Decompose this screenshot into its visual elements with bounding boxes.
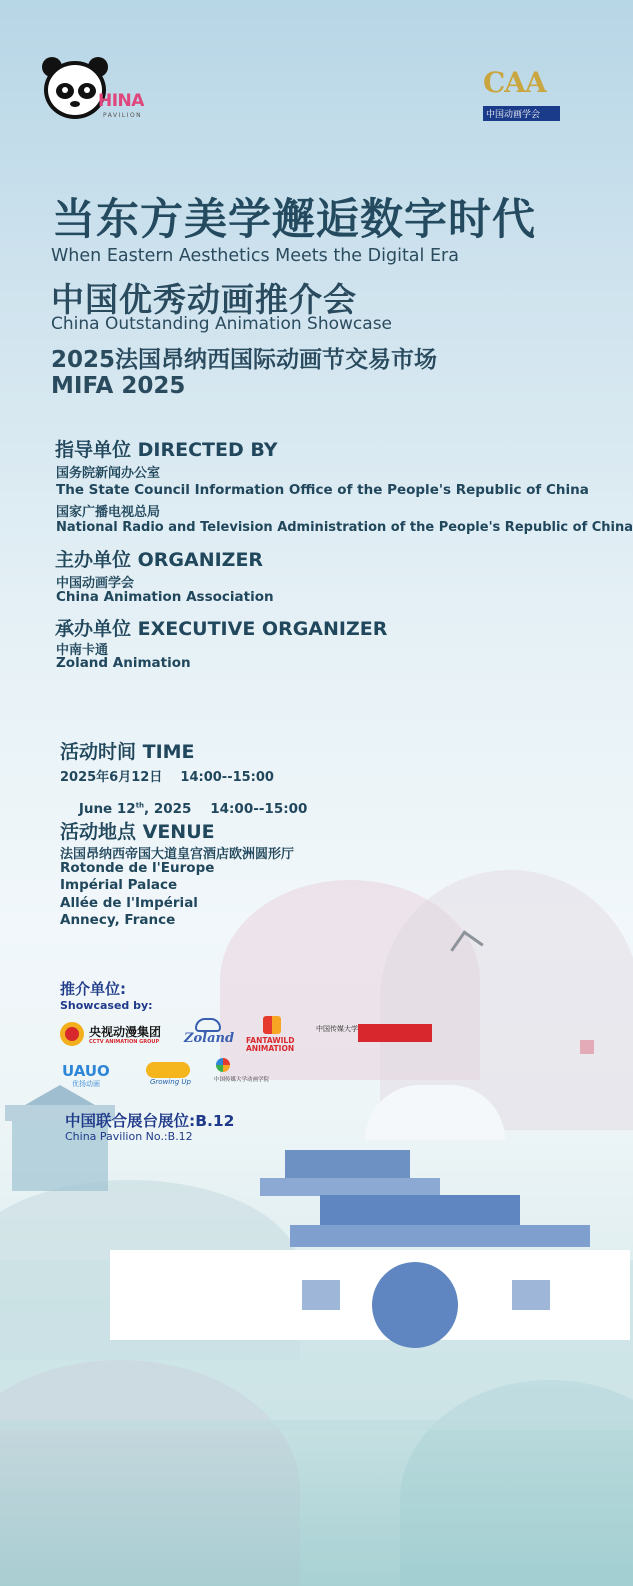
main-title: 当东方美学邂逅数字时代 (52, 195, 536, 245)
venue-line: 法国昂纳西帝国大道皇宫酒店欧洲圆形厅 (60, 847, 295, 862)
subtitle: 中国优秀动画推介会 (51, 280, 357, 319)
cuc-logo: 中国传媒大学 (316, 1022, 434, 1044)
organizer-line: 中国动画学会 (56, 576, 135, 591)
caa-logo: CAA (483, 66, 546, 99)
cctv-logo: 央视动漫集团 CCTV ANIMATION GROUP (60, 1022, 180, 1048)
showcased-heading-en: Showcased by: (60, 999, 153, 1012)
time-cn: 2025年6月12日 14:00--15:00 (60, 770, 274, 785)
zoland-logo: Zoland (184, 1018, 234, 1052)
event-title: 2025法国昂纳西国际动画节交易市场 (51, 347, 438, 373)
venue-line: Rotonde de l'Europe (60, 860, 215, 876)
executive-line: 中南卡通 (56, 643, 109, 658)
organizer-heading: 主办单位 ORGANIZER (55, 549, 264, 571)
venue-line: Allée de l'Impérial (60, 895, 198, 911)
pavilion-brand: HINA (98, 91, 144, 111)
pavilion-logo (40, 55, 165, 125)
directed-by-line: National Radio and Television Administration of the People's Republic of China (56, 520, 633, 535)
pavilion-number: 中国联合展台展位:B.12 (65, 1112, 235, 1130)
bear-icon (195, 1018, 221, 1032)
growing-up-badge (146, 1062, 190, 1078)
uauo-logo: UAUO 优扬动画 (62, 1062, 110, 1088)
venue-line: Annecy, France (60, 912, 176, 928)
pavilion-number-en: China Pavilion No.:B.12 (65, 1130, 193, 1143)
directed-by-line: 国家广播电视总局 (56, 505, 161, 520)
panda-icon (44, 61, 106, 119)
event-title-en: MIFA 2025 (51, 373, 186, 399)
executive-heading: 承办单位 EXECUTIVE ORGANIZER (55, 618, 388, 640)
growing-up-logo: Growing Up (146, 1062, 196, 1090)
time-heading: 活动时间 TIME (60, 741, 195, 763)
venue-line: Impérial Palace (60, 877, 178, 893)
executive-line: Zoland Animation (56, 655, 191, 671)
showcased-heading-cn: 推介单位: (60, 980, 126, 998)
directed-by-line: The State Council Information Office of the People's Republic of China (56, 482, 589, 498)
cuc-animation-logo: 中国传媒大学动画学院 (214, 1058, 294, 1090)
caa-caption: 中国动画学会 (486, 110, 541, 120)
directed-by-heading: 指导单位 DIRECTED BY (55, 439, 278, 461)
fantawild-logo: FANTAWILD ANIMATION (246, 1016, 301, 1052)
organizer-line: China Animation Association (56, 589, 274, 605)
venue-heading: 活动地点 VENUE (60, 821, 215, 843)
cctv-icon (60, 1022, 84, 1046)
pavilion-caption: PAVILION (103, 112, 143, 119)
main-title-en: When Eastern Aesthetics Meets the Digital Era (51, 246, 459, 266)
fantawild-icon (263, 1016, 281, 1034)
time-en: June 12th, 2025 14:00--15:00 (78, 801, 308, 817)
cuc-red-bar (358, 1024, 432, 1042)
subtitle-en: China Outstanding Animation Showcase (51, 314, 393, 334)
directed-by-line: 国务院新闻办公室 (56, 466, 161, 481)
flower-icon (216, 1058, 230, 1072)
